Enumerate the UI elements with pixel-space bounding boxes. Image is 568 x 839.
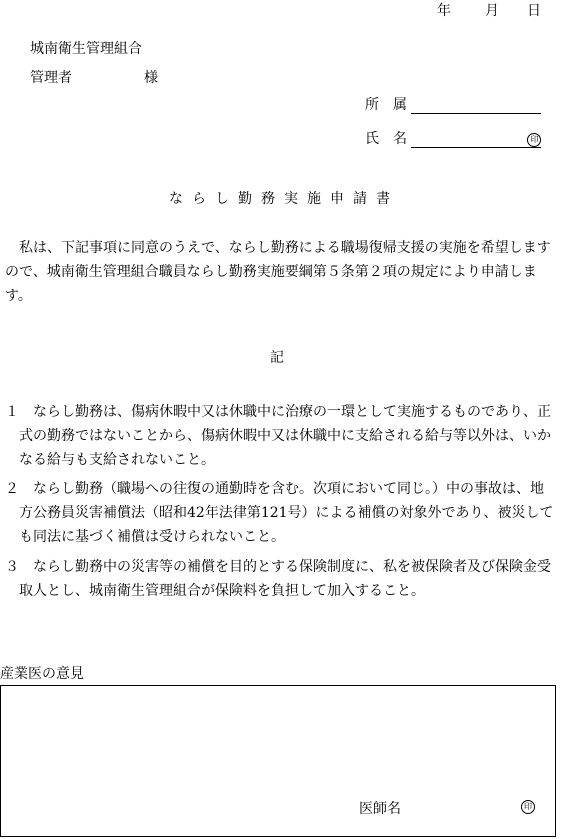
ki-heading: 記 [270, 350, 284, 366]
doctor-name-label: 医師名 [359, 801, 401, 817]
body-line: す。 [5, 288, 32, 304]
date-line [0, 0, 568, 19]
name-field[interactable] [411, 132, 541, 148]
recipient-org: 城南衛生管理組合 [30, 41, 142, 57]
list-item: ２ ならし勤務（職場への往復の通勤時を含む。次項において同じ。）中の事故は、地 方公務員災害補償法（昭和42年法律第121号）による補償の対象外であり、被災して も同法に基づく補償は受けられないこと。 [5, 481, 554, 545]
name-row [365, 128, 541, 148]
recipient-honorific: 様 [144, 70, 158, 86]
date-month: 月 [485, 3, 499, 19]
seal-icon: 印 [527, 133, 541, 147]
recipient-manager: 管理者 [30, 70, 72, 86]
date-year: 年 [437, 3, 451, 19]
doctor-seal-icon: 印 [521, 800, 535, 814]
document-title: ならし勤務実施申請書 [169, 191, 399, 207]
list-item: ３ ならし勤務中の災害等の補償を目的とする保険制度に、私を被保険者及び保険金受 取人とし、城南衛生管理組合が保険料を負担して加入すること。 [5, 559, 551, 599]
date-day: 日 [527, 3, 541, 19]
affiliation-field[interactable] [411, 98, 541, 114]
affiliation-row [365, 94, 541, 114]
affiliation-label: 所 属 [365, 97, 407, 113]
body-line: 私は、下記事項に同意のうえで、ならし勤務による職場復帰支援の実施を希望します [5, 240, 551, 256]
opinion-label: 産業医の意見 [0, 666, 84, 682]
list-item: １ ならし勤務は、傷病休暇中又は休職中に治療の一環として実施するものであり、正 式の勤務ではないことから、傷病休暇中又は休職中に支給される給与等以外は、いか なる給与も支給されないこと。 [5, 404, 551, 468]
name-label: 氏 名 [365, 131, 407, 147]
body-line: ので、城南衛生管理組合職員ならし勤務実施要綱第５条第２項の規定により申請しま [5, 264, 537, 280]
opinion-textarea[interactable] [0, 685, 556, 837]
body-paragraph [5, 236, 568, 308]
